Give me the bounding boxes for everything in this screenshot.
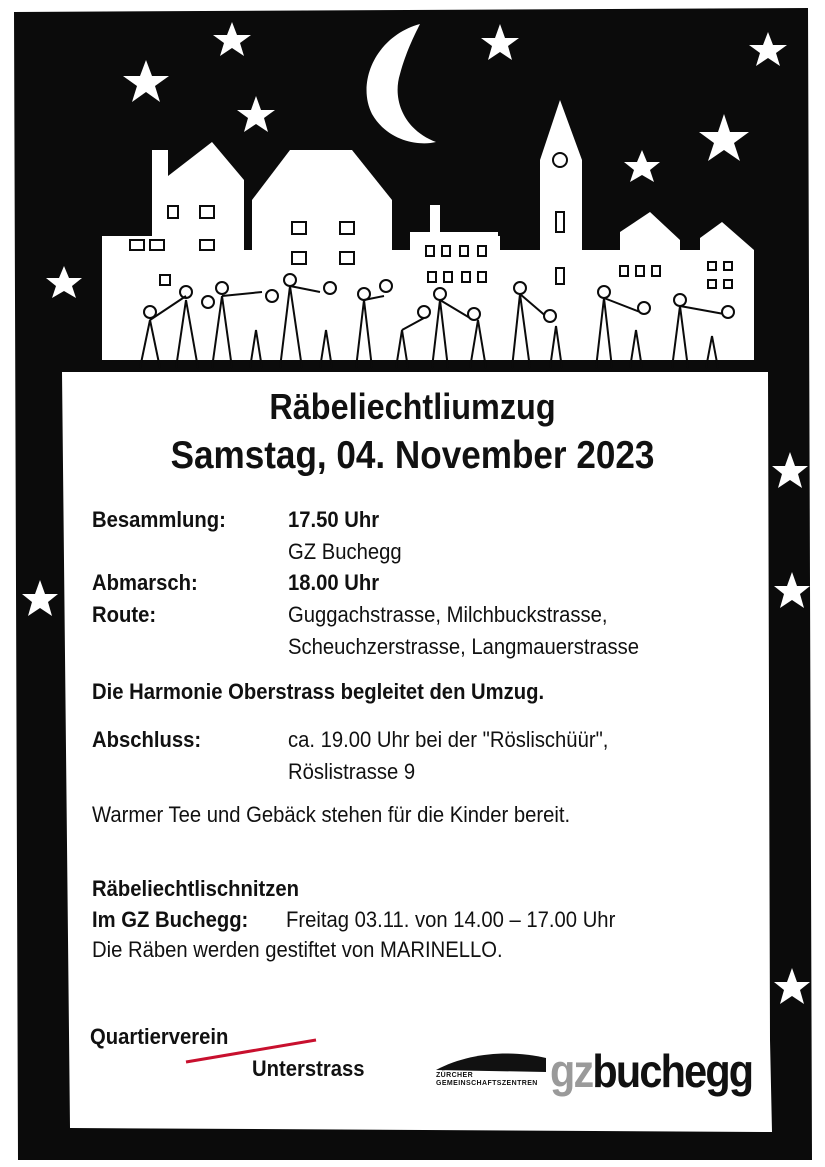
gz-logo-wordmark [550, 1044, 752, 1098]
route-line-2: Scheuchzerstrasse, Langmauerstrasse [288, 634, 640, 659]
organizer-line-1: Quartierverein [90, 1024, 229, 1049]
route-label: Route: [92, 602, 157, 627]
besammlung-place: GZ Buchegg [288, 539, 402, 564]
carving-time: Freitag 03.11. von 14.00 – 17.00 Uhr [286, 907, 616, 932]
event-date: Samstag, 04. November 2023 [170, 434, 655, 477]
carving-heading: Räbeliechtlischnitzen [92, 876, 299, 901]
gz-logo-mark [436, 1054, 546, 1072]
gz-logo-subtitle-line-2: GEMEINSCHAFTSZENTREN [436, 1080, 538, 1087]
organizer-line-2: Unterstrass [252, 1056, 365, 1081]
besammlung-time: 17.50 Uhr [288, 507, 380, 532]
tea-note: Warmer Tee und Gebäck stehen für die Kinder bereit. [92, 802, 571, 827]
gz-logo-gz: gz [550, 1045, 593, 1097]
carving-sponsor: Die Räben werden gestiftet von MARINELLO. [92, 937, 503, 962]
music-note: Die Harmonie Oberstrass begleitet den Umzug. [92, 679, 545, 704]
gz-logo-subtitle [436, 1072, 538, 1088]
route-line-1: Guggachstrasse, Milchbuckstrasse, [288, 602, 608, 627]
abschluss-line-1: ca. 19.00 Uhr bei der "Röslischüür", [288, 727, 609, 752]
abschluss-label: Abschluss: [92, 727, 202, 752]
abschluss-line-2: Röslistrasse 9 [288, 759, 416, 784]
besammlung-label: Besammlung: [92, 507, 226, 532]
gz-logo-name: buchegg [592, 1045, 753, 1097]
event-title: Räbeliechtliumzug [269, 386, 556, 427]
carving-place-label: Im GZ Buchegg: [92, 907, 249, 932]
abmarsch-time: 18.00 Uhr [288, 570, 380, 595]
abmarsch-label: Abmarsch: [92, 570, 198, 595]
gz-logo-subtitle-line-1: ZÜRCHER [436, 1072, 474, 1079]
